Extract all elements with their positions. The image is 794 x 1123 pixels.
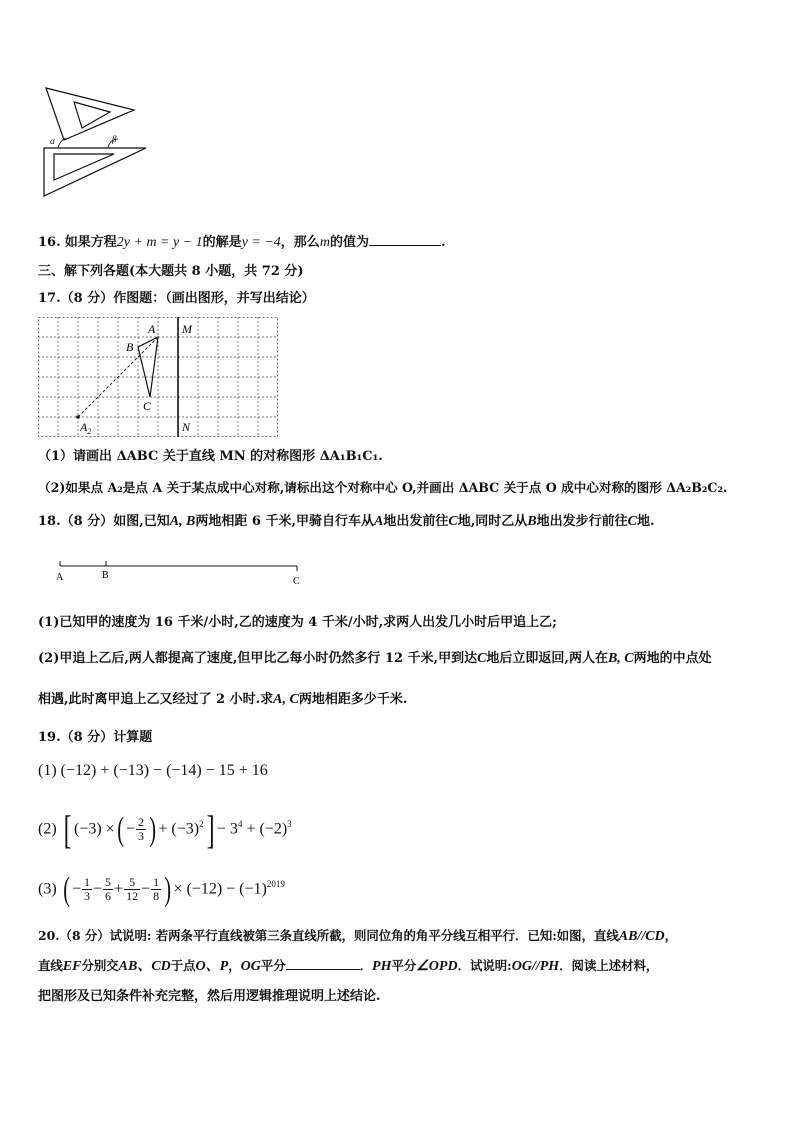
q20-line-3: 把图形及已知条件补充完整，然后用逻辑推理说明上述结论. — [38, 989, 381, 1004]
grid-label-B: B — [126, 340, 134, 354]
q17-part-1: （1）请画出 ΔABC 关于直线 MN 的对称图形 ΔA₁B₁C₁. — [38, 449, 383, 464]
grid-label-C: C — [143, 399, 152, 413]
question-16: 16. 如果方程2y + m = y − 1的解是y = −4，那么m的值为 . — [38, 235, 446, 250]
q18-part-2: (2)甲追上乙后,两人都提高了速度,但甲比乙每小时仍然多行 12 千米,甲到达C地后立即返回,两人在B, C两地的中点处 — [38, 651, 712, 666]
q18-line-figure — [52, 558, 312, 588]
q20-line-1: 20.（8 分）试说明: 若两条平行直线被第三条直线所截，则同位角的角平分线互相平行．已知:如图，直线AB//CD， — [38, 928, 678, 944]
grid-label-N: N — [182, 420, 191, 434]
q17-grid-figure — [38, 317, 279, 438]
grid-label-A2: $A_2$ — [80, 420, 92, 436]
q18-part-1: (1)已知甲的速度为 16 千米/小时,乙的速度为 4 千米/小时,求两人出发几小时后甲追上乙; — [38, 615, 557, 630]
q17-part-2: （2)如果点 A₂是点 A 关于某点成中心对称,请标出这个对称中心 O,并画出 ΔABC 关于点 O 成中心对称的图形 ΔA₂B₂C₂. — [38, 480, 728, 495]
line-label-C: C — [293, 576, 300, 587]
line-label-A: A — [56, 572, 64, 583]
section-3-title: 三、解下列各题(本大题共 8 小题，共 72 分) — [38, 264, 304, 279]
q19-expression-3: (3) ( − $\frac{1}{3}$ − $\frac{5}{6}$ + $\frac{5}{12}$ − $\frac{1}{8}$ ) × $(-12) - (-1)^{2019}$ — [38, 870, 285, 908]
grid-label-A: A — [148, 322, 156, 336]
grid-label-M: M — [182, 322, 192, 336]
q19-expression-2: (2) [ (−3) ×( − $\frac{2}{3}$ ) + $(-3)^2] - 3^4 + (-2)^3$ — [38, 806, 292, 852]
alpha-label: α — [50, 136, 55, 146]
q19-heading: 19.（8 分）计算题 — [38, 730, 153, 745]
q16-solution: y = −4 — [241, 235, 281, 250]
triangle-rulers-figure — [36, 84, 156, 200]
q16-answer-blank — [369, 233, 441, 246]
q16-equation: 2y + m = y − 1 — [116, 235, 203, 250]
q16-number: 16. — [38, 235, 61, 250]
q20-line-2: 直线EF分别交AB、CD于点O、P，OG平分 ．PH平分∠OPD．试说明:OG//PH．阅读上述材料， — [38, 958, 659, 974]
beta-label: β — [112, 134, 117, 144]
q20-answer-blank — [286, 957, 360, 970]
q18-heading: 18.（8 分）如图,已知A, B两地相距 6 千米,甲骑自行车从A地出发前往C地,同时乙从B地出发步行前往C地. — [38, 514, 655, 529]
q17-heading: 17.（8 分）作图题：（画出图形，并写出结论） — [38, 291, 315, 306]
q18-part-2-cont: 相遇,此时离甲追上乙又经过了 2 小时.求A, C两地相距多少千米. — [38, 692, 408, 707]
line-label-B: B — [102, 570, 109, 581]
q19-expression-1: (1) (−12) + (−13) − (−14) − 15 + 16 — [38, 762, 268, 779]
